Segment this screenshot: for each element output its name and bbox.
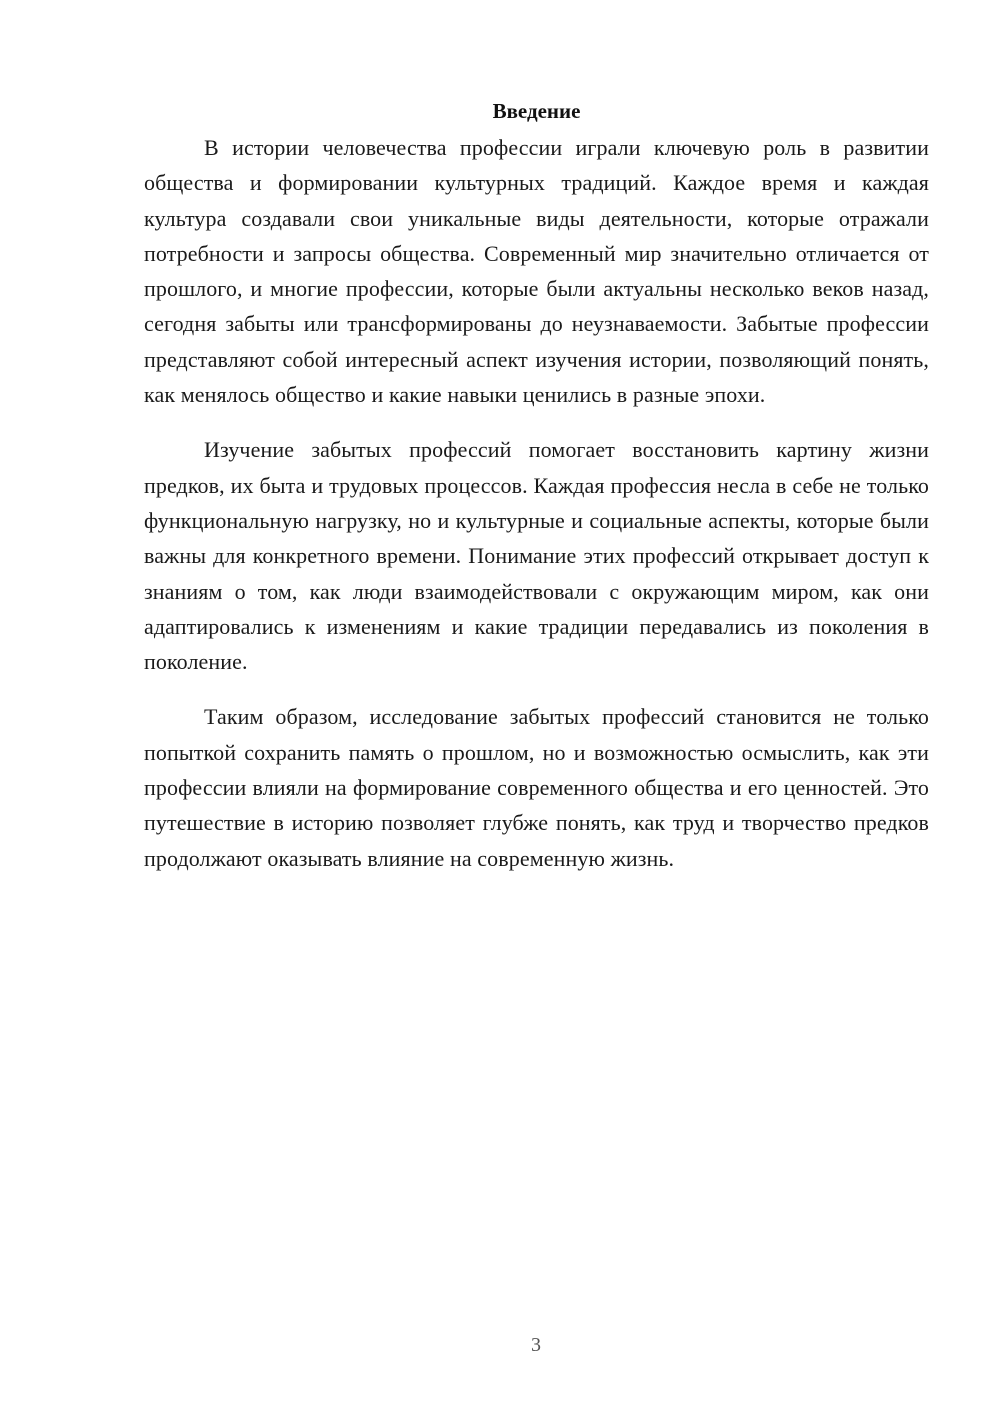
paragraph-1: В истории человечества профессии играли ключевую роль в развитии общества и формировании культурных традиций. Каждое время и каждая культура создавали свои уникальные виды деятельности, которые отражали потребности и запросы общества. Современный мир значительно отличается от прошлого, и многие профессии, которые были актуальны несколько веков назад, сегодня забыты или трансформированы до неузнаваемости. Забытые профессии представляют собой интересный аспект изучения истории, позволяющий понять, как менялось общество и какие навыки ценились в разные эпохи. (144, 135, 929, 408)
paragraph-3: Таким образом, исследование забытых профессий становится не только попыткой сохранить память о прошлом, но и возможностью осмыслить, как эти профессии влияли на формирование современного общества и его ценностей. Это путешествие в историю позволяет глубже понять, как труд и творчество предков продолжают оказывать влияние на современную жизнь. (144, 704, 929, 871)
page-number: 3 (531, 1334, 541, 1356)
section-title: Введение (492, 99, 581, 123)
page-content (144, 96, 929, 896)
paragraph-2: Изучение забытых профессий помогает восстановить картину жизни предков, их быта и трудовых процессов. Каждая профессия несла в себе не только функциональную нагрузку, но и культурные и социальные аспекты, которые были важны для конкретного времени. Понимание этих профессий открывает доступ к знаниям о том, как люди взаимодействовали с окружающим миром, как они адаптировались к изменениям и какие традиции передавались из поколения в поколение. (144, 437, 929, 675)
